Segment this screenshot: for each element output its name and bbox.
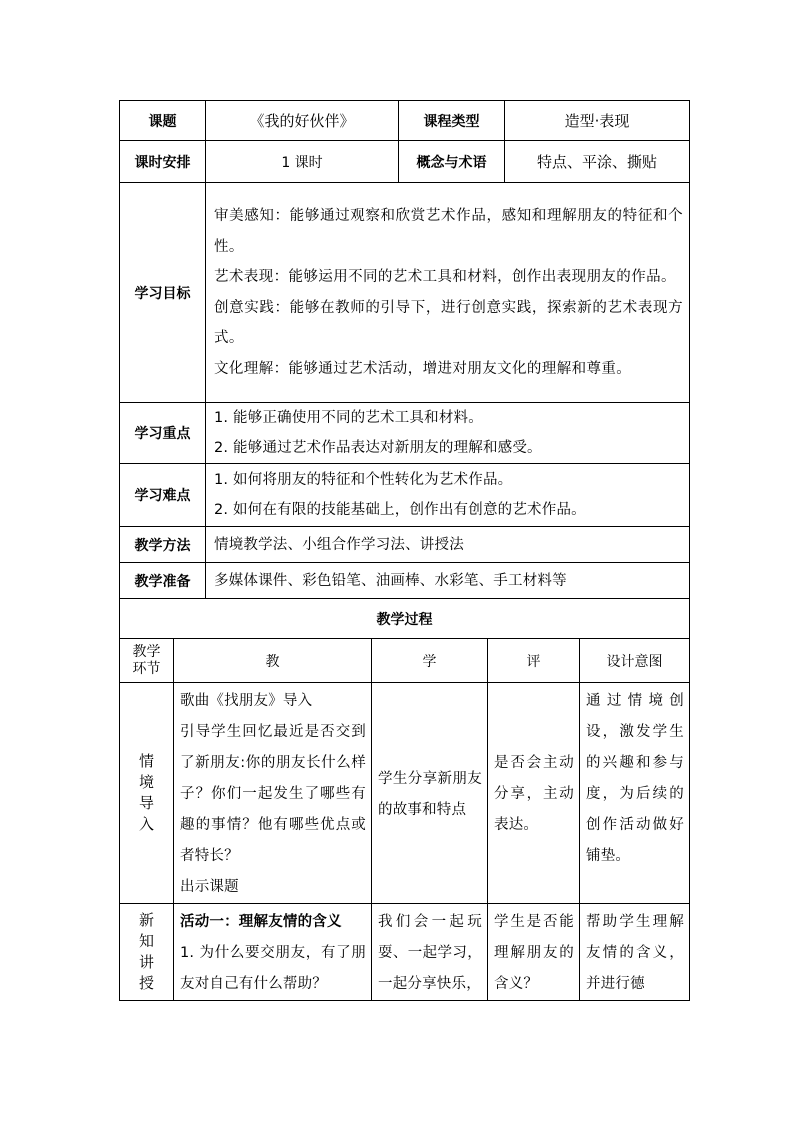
column-header-learn: 学 (372, 639, 488, 683)
methods-label: 教学方法 (120, 527, 206, 563)
difficulties-row (120, 464, 690, 527)
process-title-row (120, 599, 690, 639)
column-header-stage: 教学 环节 (120, 639, 174, 683)
lesson-info-table (119, 100, 690, 639)
stage-intent: 通过情境创设，激发学生的兴趣和参与度，为后续的创作活动做好铺垫。 (580, 683, 690, 904)
difficulties-list (206, 464, 690, 527)
key-points-label: 学习重点 (120, 403, 206, 464)
key-points-row (120, 403, 690, 464)
hours-value: 1 课时 (206, 141, 399, 183)
key-point-item: 1. 能够正确使用不同的艺术工具和材料。 (214, 410, 483, 426)
preparation-value: 多媒体课件、彩色铅笔、油画棒、水彩笔、手工材料等 (206, 563, 690, 599)
methods-row (120, 527, 690, 563)
hours-label: 课时安排 (120, 141, 206, 183)
stage-learn: 我们会一起玩耍、一起学习，一起分享快乐， (372, 904, 488, 1001)
process-header-row (120, 639, 690, 683)
stage-evaluate: 是否会主动分享，主动表达。 (488, 683, 580, 904)
stage-teach: 歌曲《找朋友》导入 引导学生回忆最近是否交到了新朋友:你的朋友长什么样子？你们一起发生了哪些有趣的事情？他有哪些优点或者特长？ 出示课题 (174, 683, 372, 904)
objectives-text: 审美感知：能够通过观察和欣赏艺术作品，感知和理解朋友的特征和个性。 艺术表现：能够运用不同的艺术工具和材料，创作出表现朋友的作品。 创意实践：能够在教师的引导下，进行创意实践，探索新的艺术表现方式。 文化理解：能够通过艺术活动，增进对朋友文化的理解和尊重。 (206, 183, 690, 403)
course-type-label: 课程类型 (399, 101, 505, 141)
topic-value: 《我的好伙伴》 (206, 101, 399, 141)
key-point-item: 2. 能够通过艺术作品表达对新朋友的理解和感受。 (214, 440, 542, 456)
topic-label: 课题 (120, 101, 206, 141)
teaching-process-table (119, 638, 690, 1001)
activity-question: 1. 为什么要交朋友，有了朋友对自己有什么帮助？ (180, 945, 366, 992)
stage-evaluate: 学生是否能理解朋友的含义？ (488, 904, 580, 1001)
concept-value: 特点、平涂、撕贴 (505, 141, 690, 183)
process-title: 教学过程 (120, 599, 690, 639)
difficulty-item: 2. 如何在有限的技能基础上，创作出有创意的艺术作品。 (214, 502, 586, 518)
stage-name: 情 境 导 入 (120, 683, 174, 904)
column-header-teach: 教 (174, 639, 372, 683)
concept-label: 概念与术语 (399, 141, 505, 183)
objectives-row (120, 183, 690, 403)
stage-row (120, 683, 690, 904)
difficulty-item: 1. 如何将朋友的特征和个性转化为艺术作品。 (214, 472, 513, 488)
key-points-list (206, 403, 690, 464)
objectives-label: 学习目标 (120, 183, 206, 403)
hours-row (120, 141, 690, 183)
topic-row (120, 101, 690, 141)
stage-teach (174, 904, 372, 1001)
stage-learn: 学生分享新朋友的故事和特点 (372, 683, 488, 904)
methods-value: 情境教学法、小组合作学习法、讲授法 (206, 527, 690, 563)
preparation-row (120, 563, 690, 599)
stage-intent: 帮助学生理解友情的含义，并进行德 (580, 904, 690, 1001)
stage-name: 新 知 讲 授 (120, 904, 174, 1001)
activity-title: 活动一：理解友情的含义 (180, 914, 342, 930)
difficulties-label: 学习难点 (120, 464, 206, 527)
column-header-intent: 设计意图 (580, 639, 690, 683)
column-header-evaluate: 评 (488, 639, 580, 683)
stage-row (120, 904, 690, 1001)
preparation-label: 教学准备 (120, 563, 206, 599)
course-type-value: 造型·表现 (505, 101, 690, 141)
